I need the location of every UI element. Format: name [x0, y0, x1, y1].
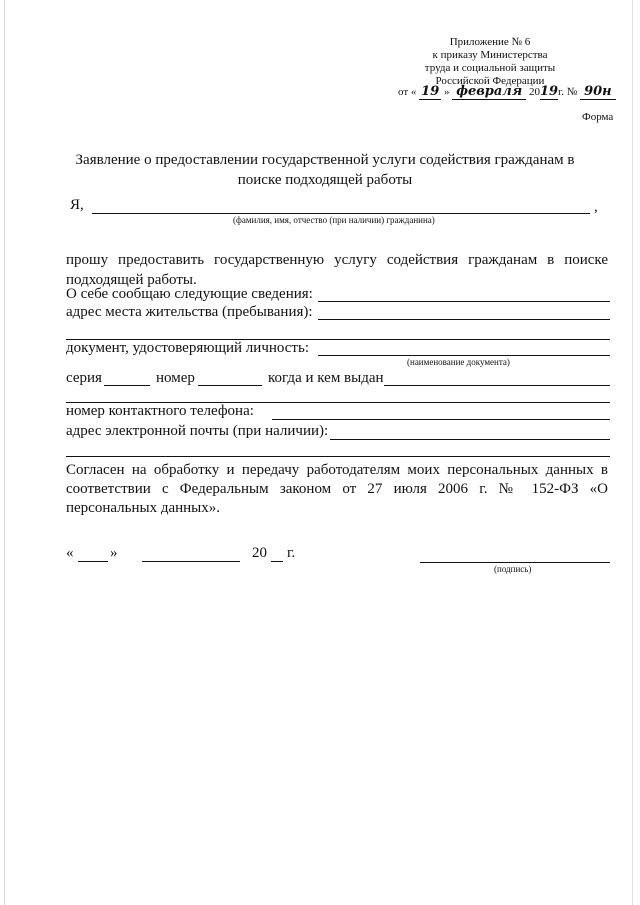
issued-label: когда и кем выдан	[268, 370, 384, 386]
number-field[interactable]	[198, 385, 262, 386]
annex-line: Приложение № 6	[449, 36, 531, 48]
sign-day-field[interactable]	[78, 561, 108, 562]
date-year: 19	[539, 84, 559, 99]
number-label: номер	[156, 370, 195, 386]
order-number: 90н	[580, 84, 616, 100]
consent-line: Согласен на обработку и передачу работодателям моих персональных данных в	[66, 462, 608, 478]
applicant-comma: ,	[594, 199, 598, 215]
email-field[interactable]	[330, 439, 610, 440]
sign-date-quote-close: »	[110, 545, 118, 561]
phone-field[interactable]	[272, 419, 610, 420]
signature-field[interactable]	[420, 562, 610, 563]
request-line: прошу предоставить государственную услугу содействия гражданам в поиске	[66, 252, 608, 268]
consent-line: соответствии с Федеральным законом от 27 июля 2006 г. № 152-ФЗ «О	[66, 481, 608, 497]
applicant-caption: (фамилия, имя, отчество (при наличии) гражданина)	[233, 215, 435, 225]
date-year-suffix: г. №	[558, 86, 578, 98]
about-self-field[interactable]	[318, 301, 610, 302]
about-self-label: О себе сообщаю следующие сведения:	[66, 286, 313, 302]
address-field[interactable]	[318, 319, 610, 320]
identity-doc-field[interactable]	[318, 355, 610, 356]
doc-caption: (наименование документа)	[407, 357, 510, 367]
address-label: адрес места жительства (пребывания):	[66, 304, 313, 320]
series-label: серия	[66, 370, 102, 386]
series-field[interactable]	[104, 385, 150, 386]
email-field-extra[interactable]	[66, 456, 610, 457]
date-month: февраля	[452, 84, 526, 100]
annex-line: Российской Федерации	[435, 75, 545, 87]
date-year-prefix: 20	[528, 86, 540, 98]
request-line: подходящей работы.	[66, 272, 197, 288]
order-date-row	[398, 84, 616, 99]
phone-label: номер контактного телефона:	[66, 403, 254, 419]
consent-line: персональных данных».	[66, 500, 221, 516]
identity-doc-label: документ, удостоверяющий личность:	[66, 340, 309, 356]
title-line: поиске подходящей работы	[237, 172, 413, 188]
scan-edge-left	[4, 0, 5, 905]
scan-edge-right	[632, 0, 633, 905]
annex-line: труда и социальной защиты	[424, 62, 556, 74]
sign-date-quote-open: «	[66, 545, 74, 561]
page-title	[60, 150, 590, 190]
sign-year-field[interactable]	[271, 561, 283, 562]
applicant-name-field[interactable]	[92, 213, 590, 214]
date-day: 19	[421, 84, 440, 99]
title-line: Заявление о предоставлении государственной услуги содействия гражданам в	[75, 152, 575, 168]
date-prefix: от «	[398, 86, 417, 98]
annex-header	[390, 36, 590, 88]
form-label: Форма	[582, 111, 614, 123]
sign-year-prefix: 20	[252, 545, 267, 561]
signature-caption: (подпись)	[494, 564, 532, 574]
issued-field[interactable]	[384, 385, 610, 386]
annex-line: к приказу Министерства	[432, 49, 548, 61]
sign-year-suffix: г.	[287, 545, 296, 561]
email-label: адрес электронной почты (при наличии):	[66, 423, 329, 439]
date-mid: »	[444, 86, 450, 98]
applicant-prefix: Я,	[70, 197, 84, 213]
sign-month-field[interactable]	[142, 561, 240, 562]
